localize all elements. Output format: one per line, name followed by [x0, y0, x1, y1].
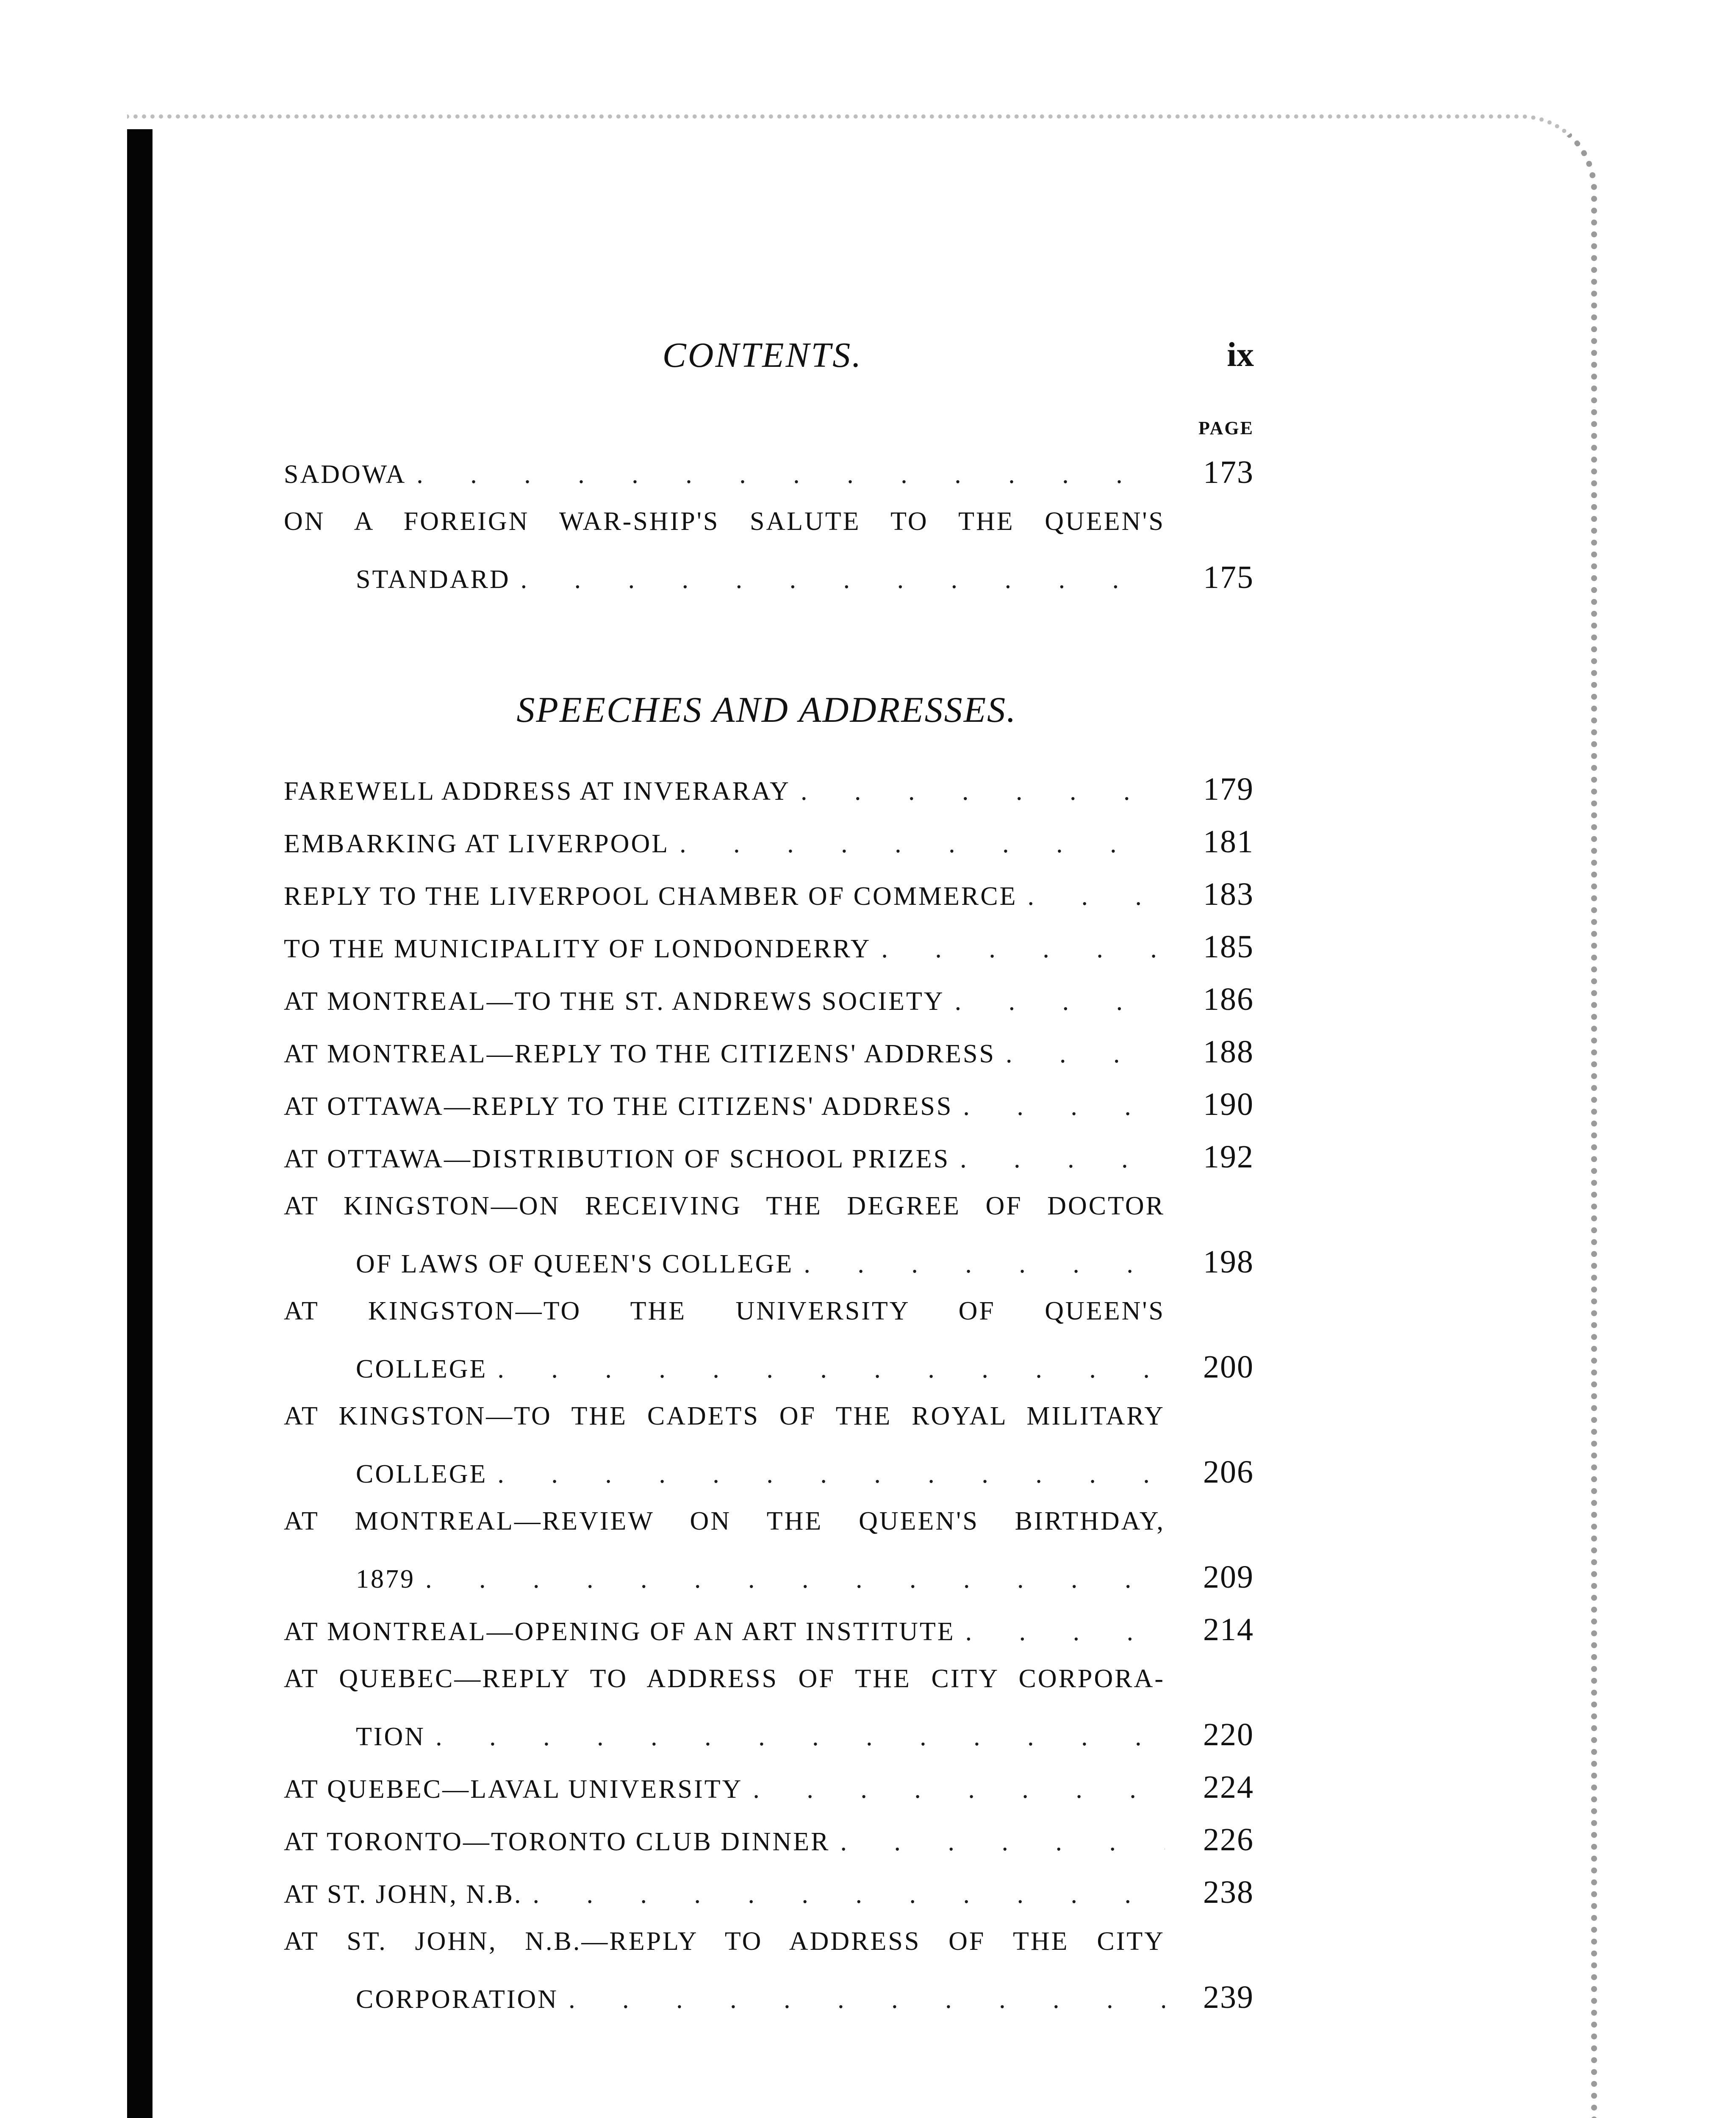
toc-entry [284, 454, 1254, 507]
toc-entry-title: TO THE MUNICIPALITY OF LONDONDERRY [284, 934, 871, 963]
toc-entry-page: 226 [1203, 1822, 1254, 1857]
toc-entry [284, 876, 1254, 929]
toc-entry-page: 188 [1203, 1034, 1254, 1070]
toc-entry-title: AT KINGSTON—TO THE CADETS OF THE ROYAL MILITARY [284, 1402, 1165, 1430]
dot-leader [1017, 882, 1165, 912]
dot-leader [669, 829, 1165, 859]
dot-leader [950, 1144, 1165, 1174]
toc-entry-title: AT OTTAWA—REPLY TO THE CITIZENS' ADDRESS [284, 1092, 953, 1121]
toc-entry-title: AT MONTREAL—REVIEW ON THE QUEEN'S BIRTHDAY, [284, 1507, 1165, 1536]
toc-entry [284, 1506, 1254, 1559]
toc-entry-title: 1879 [356, 1565, 415, 1594]
dot-leader [953, 1092, 1165, 1122]
dot-leader [425, 1722, 1165, 1752]
contents-list-poems [284, 454, 1254, 612]
toc-entry-title: COLLEGE [356, 1460, 488, 1489]
toc-entry-page: 224 [1203, 1769, 1254, 1805]
toc-entry-title: AT QUEBEC—LAVAL UNIVERSITY [284, 1775, 743, 1804]
toc-entry-title: AT MONTREAL—REPLY TO THE CITIZENS' ADDRESS [284, 1040, 996, 1068]
toc-entry-title: REPLY TO THE LIVERPOOL CHAMBER OF COMMERCE [284, 882, 1018, 911]
dot-leader [523, 1880, 1165, 1910]
contents-list-speeches [284, 771, 1254, 2032]
page-column-label: PAGE [1198, 418, 1254, 438]
dot-leader [487, 1354, 1165, 1384]
toc-entry [284, 981, 1254, 1034]
toc-entry-continuation [284, 1716, 1254, 1769]
toc-entry-title: AT KINGSTON—TO THE UNIVERSITY OF QUEEN'S [284, 1297, 1165, 1325]
toc-entry-title: SADOWA [284, 460, 407, 489]
toc-entry-page: 209 [1203, 1559, 1254, 1595]
toc-entry-continuation [284, 1349, 1254, 1401]
running-head [0, 335, 1534, 385]
dot-leader [830, 1827, 1165, 1857]
toc-entry [284, 771, 1254, 823]
toc-entry-title: CORPORATION [356, 1985, 559, 2014]
toc-entry-page: 190 [1203, 1087, 1254, 1122]
toc-entry [284, 1821, 1254, 1874]
toc-entry-page: 183 [1203, 876, 1254, 912]
toc-entry [284, 1191, 1254, 1244]
dot-leader [415, 1564, 1165, 1594]
toc-entry-title: AT MONTREAL—TO THE ST. ANDREWS SOCIETY [284, 987, 945, 1016]
toc-entry [284, 929, 1254, 981]
toc-entry-page: 175 [1203, 560, 1254, 595]
toc-entry-title: COLLEGE [356, 1355, 488, 1383]
toc-entry [284, 1611, 1254, 1664]
dot-leader [945, 987, 1165, 1017]
dot-leader [955, 1617, 1165, 1647]
toc-entry-title: TION [356, 1722, 426, 1751]
toc-entry-page: 200 [1203, 1349, 1254, 1385]
toc-entry [284, 507, 1254, 559]
toc-entry-continuation [284, 1979, 1254, 2032]
dot-leader [793, 1249, 1165, 1279]
toc-entry-title: FAREWELL ADDRESS AT INVERARAY [284, 777, 790, 806]
binding-edge [127, 129, 153, 2118]
toc-entry [284, 1034, 1254, 1086]
toc-entry-continuation [284, 1559, 1254, 1611]
toc-entry-title: AT OTTAWA—DISTRIBUTION OF SCHOOL PRIZES [284, 1145, 950, 1173]
toc-entry-title: AT MONTREAL—OPENING OF AN ART INSTITUTE [284, 1617, 955, 1646]
toc-entry [284, 1296, 1254, 1349]
dot-leader [406, 460, 1165, 490]
toc-entry [284, 1139, 1254, 1191]
toc-entry-title: AT ST. JOHN, N.B.—REPLY TO ADDRESS OF THE CITY [284, 1927, 1165, 1956]
toc-entry-title: OF LAWS OF QUEEN'S COLLEGE [356, 1250, 794, 1278]
dot-leader [996, 1039, 1165, 1069]
toc-entry-title: AT ST. JOHN, N.B. [284, 1880, 523, 1909]
toc-entry-page: 198 [1203, 1244, 1254, 1280]
toc-entry-page: 220 [1203, 1717, 1254, 1752]
page-number: ix [1227, 335, 1254, 374]
running-title: CONTENTS. [662, 335, 863, 375]
toc-entry-continuation [284, 1454, 1254, 1506]
toc-entry-page: 186 [1203, 981, 1254, 1017]
toc-entry-page: 238 [1203, 1874, 1254, 1910]
toc-entry-page: 192 [1203, 1139, 1254, 1175]
section-heading: SPEECHES AND ADDRESSES. [516, 689, 1017, 730]
dot-leader [790, 776, 1165, 807]
toc-entry-page: 179 [1203, 771, 1254, 807]
toc-entry-title: ON A FOREIGN WAR-SHIP'S SALUTE TO THE QUEEN'S [284, 507, 1165, 536]
dot-leader [743, 1774, 1165, 1805]
dot-leader [487, 1459, 1165, 1489]
toc-entry-page: 181 [1203, 824, 1254, 859]
toc-entry [284, 1927, 1254, 1979]
toc-entry-page: 185 [1203, 929, 1254, 965]
toc-entry-title: AT TORONTO—TORONTO CLUB DINNER [284, 1827, 830, 1856]
toc-entry [284, 823, 1254, 876]
toc-entry-page: 173 [1203, 455, 1254, 490]
toc-entry-title: AT QUEBEC—REPLY TO ADDRESS OF THE CITY CORPORA- [284, 1664, 1165, 1693]
toc-entry [284, 1664, 1254, 1716]
toc-entry [284, 1086, 1254, 1139]
toc-entry-title: STANDARD [356, 565, 510, 594]
dot-leader [558, 1985, 1165, 2015]
toc-entry-title: EMBARKING AT LIVERPOOL [284, 829, 670, 858]
toc-entry [284, 1769, 1254, 1821]
dot-leader [871, 934, 1165, 964]
toc-entry-page: 239 [1203, 1979, 1254, 2015]
dot-leader [510, 565, 1165, 595]
toc-entry [284, 1874, 1254, 1927]
toc-entry-continuation [284, 559, 1254, 612]
toc-entry [284, 1401, 1254, 1454]
toc-entry-page: 214 [1203, 1612, 1254, 1647]
toc-entry-title: AT KINGSTON—ON RECEIVING THE DEGREE OF DOCTOR [284, 1192, 1165, 1220]
toc-entry-page: 206 [1203, 1454, 1254, 1490]
toc-entry-continuation [284, 1244, 1254, 1296]
